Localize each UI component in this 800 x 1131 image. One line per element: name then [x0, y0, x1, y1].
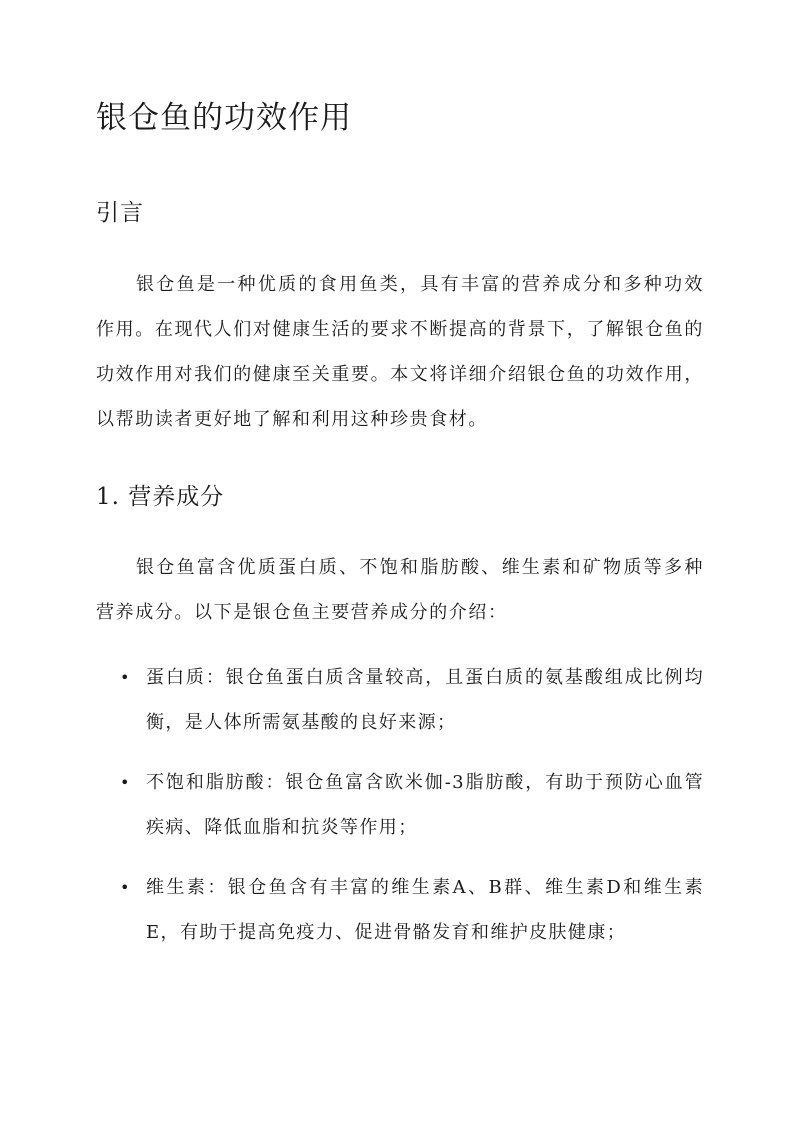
list-item-text: 蛋白质：银仓鱼蛋白质含量较高，且蛋白质的氨基酸组成比例均衡，是人体所需氨基酸的良好来源； — [146, 667, 704, 733]
nutrient-list — [120, 655, 704, 970]
bullet-icon: • — [120, 668, 131, 687]
document-title: 银仓鱼的功效作用 — [96, 100, 352, 136]
list-item-text: 维生素：银仓鱼含有丰富的维生素A、B群、维生素D和维生素E，有助于提高免疫力、促进骨骼发育和维护皮肤健康； — [146, 877, 704, 943]
intro-paragraph: 银仓鱼是一种优质的食用鱼类，具有丰富的营养成分和多种功效作用。在现代人们对健康生活的要求不断提高的背景下，了解银仓鱼的功效作用对我们的健康至关重要。本文将详细介绍银仓鱼的功效作用，以帮助读者更好地了解和利用这种珍贵食材。 — [96, 274, 704, 430]
section-1-heading: 1. 营养成分 — [96, 484, 225, 510]
list-item — [120, 655, 704, 745]
bullet-icon: • — [120, 878, 131, 897]
list-item-text: 不饱和脂肪酸：银仓鱼富含欧米伽-3脂肪酸，有助于预防心血管疾病、降低血脂和抗炎等作用； — [146, 772, 704, 838]
list-item — [120, 760, 704, 850]
section-1-paragraph: 银仓鱼富含优质蛋白质、不饱和脂肪酸、维生素和矿物质等多种营养成分。以下是银仓鱼主要营养成分的介绍： — [96, 557, 704, 623]
bullet-icon: • — [120, 773, 131, 792]
intro-heading: 引言 — [96, 200, 144, 226]
list-item — [120, 865, 704, 955]
